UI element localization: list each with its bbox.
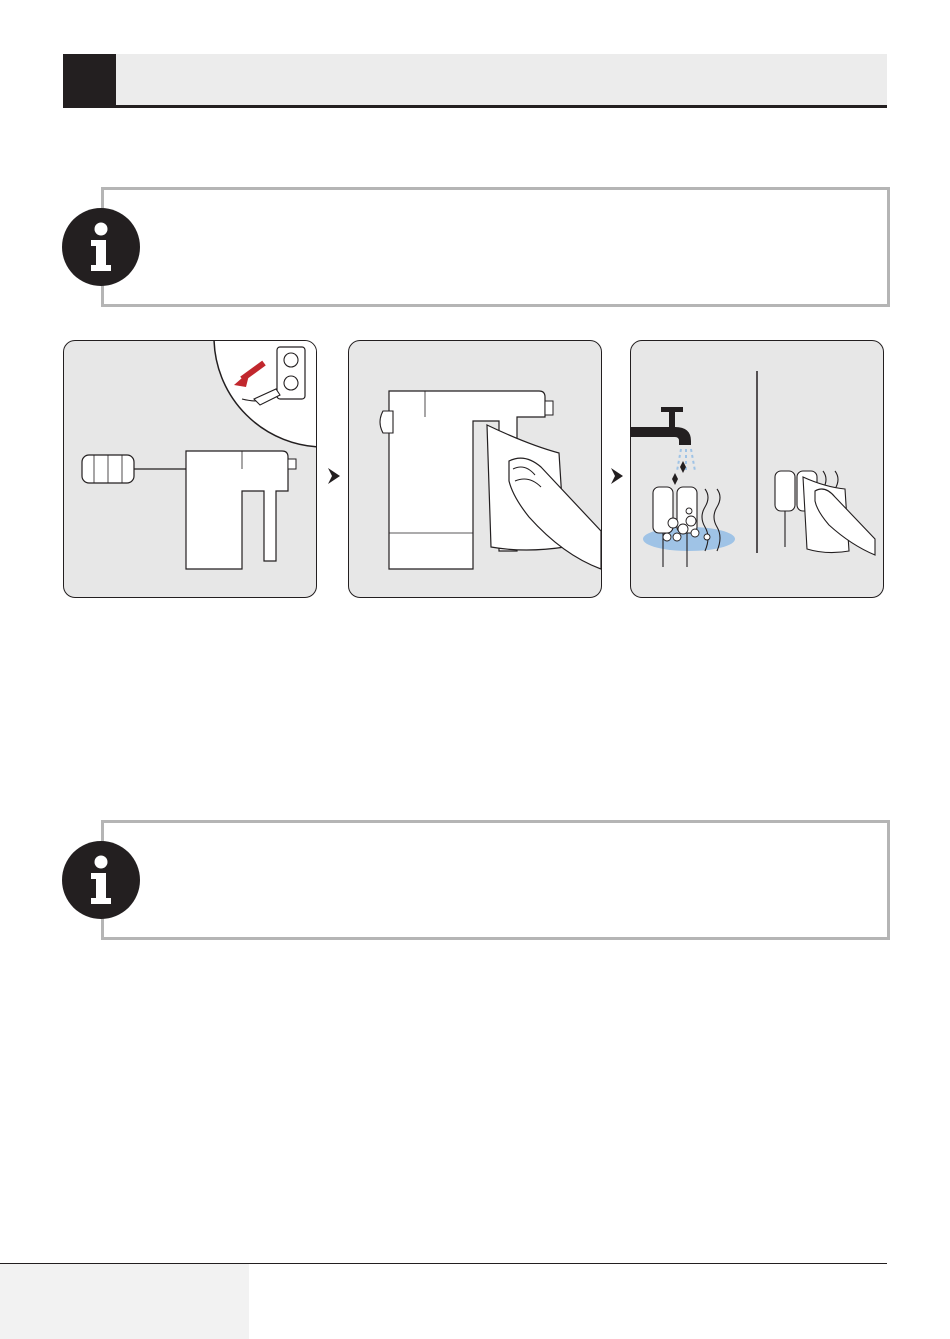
step-panel-unplug bbox=[63, 340, 317, 598]
info-icon bbox=[62, 208, 140, 286]
next-step-arrow-icon bbox=[325, 466, 343, 486]
unplug-mixer-illustration bbox=[64, 341, 316, 597]
wipe-body-illustration bbox=[349, 341, 601, 597]
section-header bbox=[63, 54, 887, 105]
info-note-box bbox=[101, 820, 890, 940]
info-icon bbox=[62, 841, 140, 919]
footer-block bbox=[0, 1264, 249, 1339]
next-step-arrow-icon bbox=[608, 466, 626, 486]
section-number-badge bbox=[63, 54, 116, 105]
wash-and-dry-attachments-illustration bbox=[631, 341, 883, 597]
step-panel-wipe-body bbox=[348, 340, 602, 598]
section-header-rule bbox=[63, 105, 887, 108]
info-note-box bbox=[101, 187, 890, 307]
step-panel-wash-attachments bbox=[630, 340, 884, 598]
